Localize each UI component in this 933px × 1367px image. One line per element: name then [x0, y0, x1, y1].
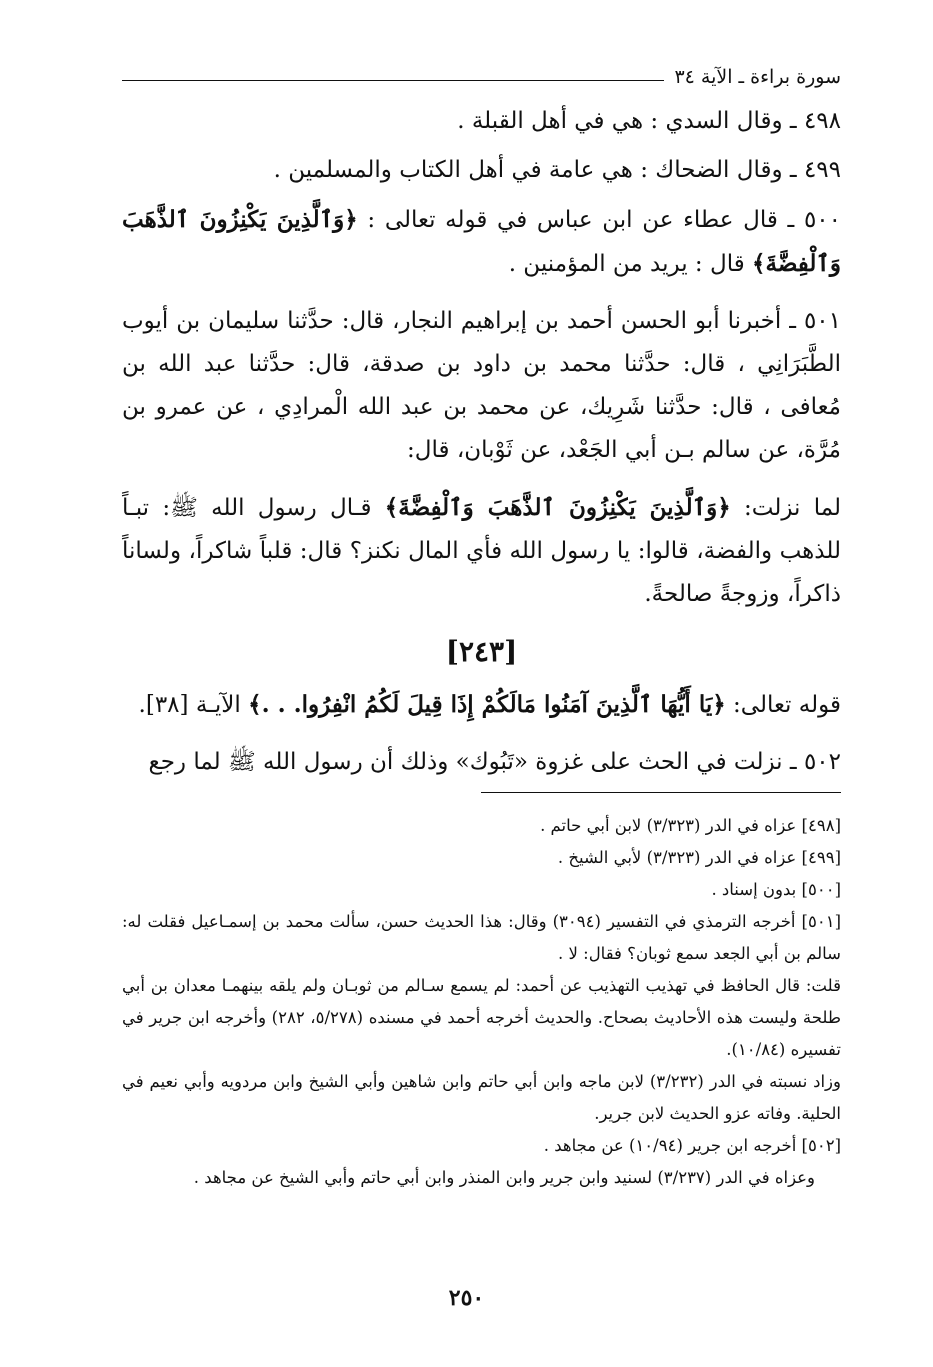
hadith-intro: لما نزلت: — [743, 495, 842, 521]
quran-quote: ﴿وَٱلَّذِينَ يَكْنِزُونَ ٱلذَّهَبَ وَٱلْفِضَّةَ﴾ — [122, 206, 841, 277]
paragraph-502: ٥٠٢ ـ نزلت في الحث على غزوة «تَبُوك» وذلك أن رسول الله ﷺ لما رجع — [148, 749, 841, 775]
footnote-499: [٤٩٩] عزاه في الدر (٣/٣٢٣) لأبي الشيخ . — [557, 848, 841, 867]
footnote-501: [٥٠١] أخرجه الترمذي في التفسير (٣٠٩٤) وقال: هذا الحديث حسن، سألت محمد بن إسمـاعيل فقلت له: سالم بن أبي الجعد سمع ثوبان؟ فقال: لا . — [122, 912, 841, 963]
paragraph-500 — [122, 198, 841, 286]
footnotes — [122, 810, 841, 1194]
paragraph-501-hadith — [122, 486, 841, 616]
main-text — [122, 100, 841, 790]
verse-paragraph — [122, 683, 841, 727]
paragraph-498: ٤٩٨ ـ وقال السدي : هي في أهل القبلة . — [457, 108, 841, 134]
footnote-502-addition: وعزاه في الدر (٣/٢٣٧) لسنيد وابن جرير وابن المنذر وابن أبي حاتم وأبي الشيخ عن مجاهد . — [193, 1168, 815, 1187]
running-header-title: سورة براءة ـ الآية ٣٤ — [674, 66, 841, 88]
footnote-divider — [481, 792, 841, 793]
paragraph-500-intro: ٥٠٠ ـ قال عطاء عن ابن عباس في قوله تعالى : — [367, 207, 841, 233]
footnote-501-addition: وزاد نسبته في الدر (٣/٢٣٢) لابن ماجه وابن أبي حاتم وابن شاهين وأبي الشيخ وابن مردويه وأبي نعيم في الحلية. وفاته عزو الحديث لابن جرير. — [122, 1072, 841, 1123]
paragraph-501: ٥٠١ ـ أخبرنا أبو الحسن أحمد بن إبراهيم النجار، قال: حدَّثنا سليمان بن أيوب الطَّبَرَانِي ، قال: حدَّثنا محمد بن داود بن صدقة، قال: حدَّثنا عبد الله بن مُعافى ، قال: حدَّثنا شَرِيك، عن محمد بن عبد الله الْمرادِي ، عن عمرو بن مُرَّة، عن سالم بـن أبي الجَعْد، عن ثَوْبان، قال: — [122, 308, 841, 463]
verse-intro: قوله تعالى: — [733, 692, 841, 718]
verse-end: الآيـة [٣٨]. — [138, 692, 241, 718]
quran-quote: ﴿يَا أَيُّهَا ٱلَّذِينَ آمَنُوا مَالَكُمْ إِذَا قِيلَ لَكُمُ انْفِرُوا. . .﴾ — [248, 691, 726, 718]
paragraph-500-end: قال : يريد من المؤمنين . — [508, 251, 745, 277]
footnote-501-comment: قلت: قال الحافظ في تهذيب التهذيب عن أحمد: لم يسمع سـالم من ثوبـان ولم يلقه بينهمـا معدان بن أبي طلحة وليست هذه الأحاديث بصحاح. والحديث أخرجه أحمد في مسنده (٥/٢٧٨، ٢٨٢) وأخرجه ابن جرير في تفسيره (١٠/٨٤). — [122, 976, 841, 1059]
footnote-500: [٥٠٠] بدون إسناد . — [711, 880, 841, 899]
footnote-502: [٥٠٢] أخرجه ابن جرير (١٠/٩٤) عن مجاهد . — [543, 1136, 841, 1155]
hadith-text: قـال رسول الله ﷺ: تبـاً للذهب والفضة، قالوا: يا رسول الله فأي المال نكنز؟ قال: قلباً شاكراً، ولساناً ذاكراً، وزوجةً صالحةً. — [122, 495, 841, 607]
quran-quote: ﴿وَٱلَّذِينَ يَكْنِزُونَ ٱلذَّهَبَ وَٱلْفِضَّةَ﴾ — [384, 494, 731, 521]
page-number: ٢٥٠ — [448, 1285, 485, 1311]
footnote-498: [٤٩٨] عزاه في الدر (٣/٣٢٣) لابن أبي حاتم . — [540, 816, 841, 835]
section-number: [٢٤٣] — [445, 635, 518, 668]
paragraph-499: ٤٩٩ ـ وقال الضحاك : هي عامة في أهل الكتاب والمسلمين . — [273, 157, 841, 183]
running-header — [122, 62, 841, 92]
header-rule — [122, 80, 664, 81]
